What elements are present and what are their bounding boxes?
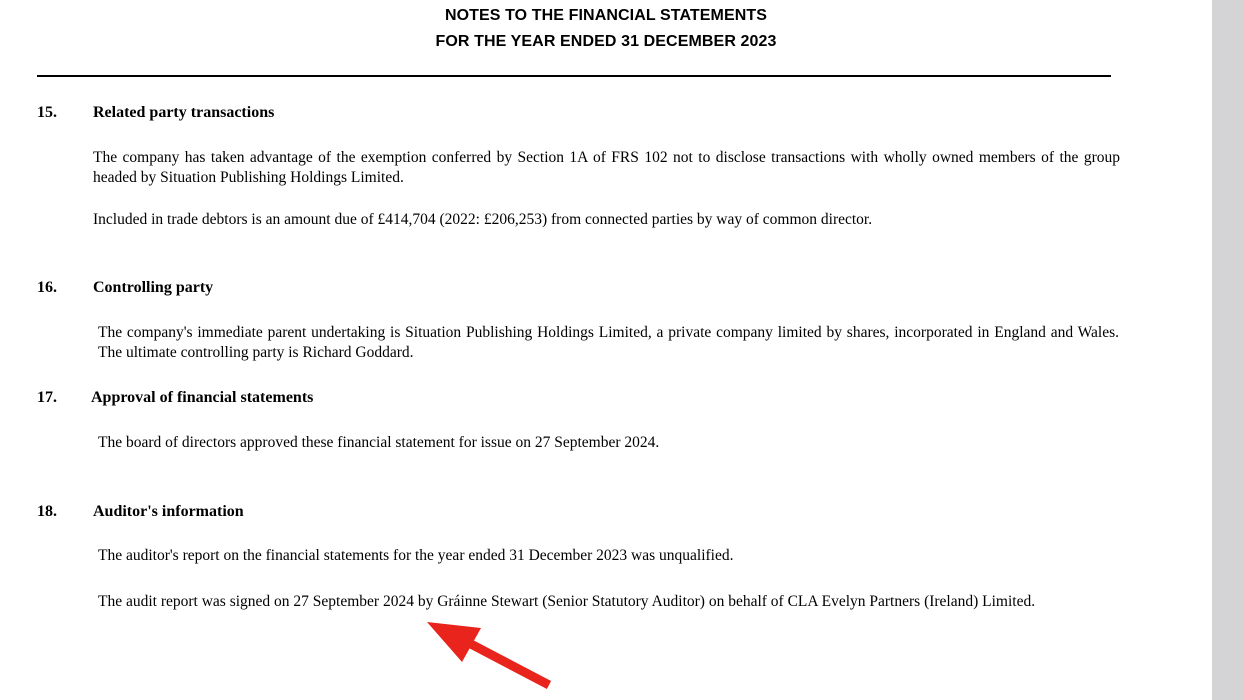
note-paragraph: The company's immediate parent undertaking is Situation Publishing Holdings Limited, a private company limited by shares, incorporated in England and Wales. The ultimate controlling party is Richard Goddard. <box>98 324 1119 361</box>
note-number: 15. <box>37 104 57 121</box>
statement-heading: NOTES TO THE FINANCIAL STATEMENTS <box>444 7 768 24</box>
arrow-head <box>427 622 481 662</box>
note-paragraph: The board of directors approved these financial statement for issue on 27 September 2024. <box>98 434 660 451</box>
arrow-shaft <box>448 632 549 685</box>
note-paragraph: Included in trade debtors is an amount due of £414,704 (2022: £206,253) from connected parties by way of common director. <box>93 211 873 228</box>
header-divider <box>37 75 1111 77</box>
note-paragraph: The auditor's report on the financial statements for the year ended 31 December 2023 was unqualified. <box>98 547 734 564</box>
note-title: Approval of financial statements <box>91 389 314 406</box>
statement-period-heading: FOR THE YEAR ENDED 31 DECEMBER 2023 <box>435 33 777 50</box>
note-number: 18. <box>37 503 57 520</box>
note-title: Related party transactions <box>93 104 275 121</box>
note-title: Controlling party <box>93 279 214 296</box>
note-title: Auditor's information <box>93 503 244 520</box>
note-paragraph: The audit report was signed on 27 September 2024 by Gráinne Stewart (Senior Statutory Auditor) on behalf of CLA Evelyn Partners (Ireland) Limited. <box>98 593 1036 610</box>
note-paragraph: The company has taken advantage of the exemption conferred by Section 1A of FRS 102 not to disclose transactions with wholly owned members of the group headed by Situation Publishing Holdings Limited. <box>93 149 1120 186</box>
note-number: 17. <box>37 389 57 406</box>
viewer-scroll-gutter[interactable] <box>1212 0 1244 700</box>
note-number: 16. <box>37 279 57 296</box>
